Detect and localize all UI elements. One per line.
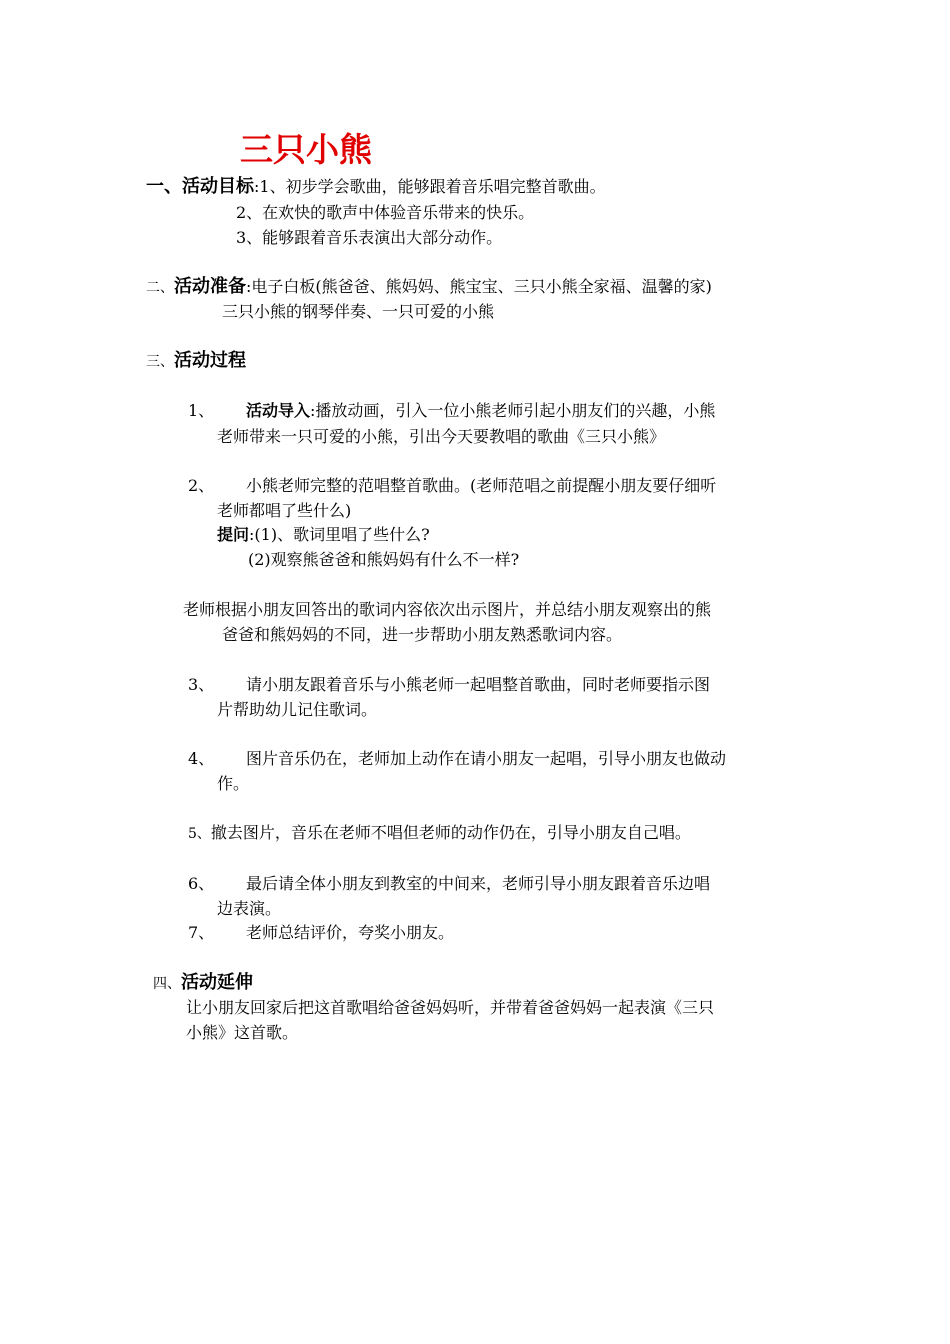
step-5-number: 5、: [188, 826, 211, 842]
extension-text-b: 小熊》这首歌。: [186, 1023, 299, 1042]
goal-3: 3、能够跟着音乐表演出大部分动作。: [236, 228, 503, 247]
section-goals-line1: [146, 176, 606, 198]
step-1-number: 1、: [188, 401, 215, 420]
section-goals-heading: 活动目标: [182, 176, 254, 197]
section-process-heading: 活动过程: [174, 350, 246, 371]
step-2-text-a: 小熊老师完整的范唱整首歌曲。(老师范唱之前提醒小朋友要仔细听: [246, 476, 717, 495]
summary-paragraph-b: 爸爸和熊妈妈的不同，进一步帮助小朋友熟悉歌词内容。: [222, 625, 623, 644]
step-3-text-b: 片帮助幼儿记住歌词。: [217, 700, 378, 719]
step-5-line: [188, 822, 691, 845]
section-process-heading-line: [146, 350, 246, 373]
step-2-question-1-line: [217, 524, 430, 546]
section-prep-prefix: 二、: [146, 280, 174, 296]
section-goals-prefix: 一、: [146, 176, 182, 197]
question-1: :(1)、歌词里唱了些什么?: [249, 525, 430, 544]
step-1-line1: [246, 400, 715, 422]
step-7-text: 老师总结评价，夸奖小朋友。: [246, 923, 455, 942]
section-extension-prefix: 四、: [153, 976, 181, 992]
step-1-text-b: 老师带来一只可爱的小熊，引出今天要教唱的歌曲《三只小熊》: [217, 427, 666, 446]
section-process-prefix: 三、: [146, 354, 174, 370]
step-6-text-a: 最后请全体小朋友到教室的中间来，老师引导小朋友跟着音乐边唱: [246, 874, 711, 893]
step-1-text-a: :播放动画，引入一位小熊老师引起小朋友们的兴趣，小熊: [310, 401, 716, 420]
extension-text-a: 让小朋友回家后把这首歌唱给爸爸妈妈听，并带着爸爸妈妈一起表演《三只: [186, 998, 715, 1017]
step-2-number: 2、: [188, 476, 215, 495]
step-4-text-b: 作。: [217, 774, 250, 793]
prep-materials-2: 三只小熊的钢琴伴奏、一只可爱的小熊: [222, 302, 495, 321]
step-6-number: 6、: [188, 874, 215, 893]
step-4-number: 4、: [188, 749, 215, 768]
summary-paragraph-a: 老师根据小朋友回答出的歌词内容依次出示图片，并总结小朋友观察出的熊: [183, 600, 712, 619]
step-3-text-a: 请小朋友跟着音乐与小熊老师一起唱整首歌曲，同时老师要指示图: [246, 675, 711, 694]
step-5-text: 撤去图片，音乐在老师不唱但老师的动作仍在，引导小朋友自己唱。: [210, 823, 691, 842]
step-1-label: 活动导入: [246, 401, 311, 420]
question-label: 提问: [217, 525, 250, 544]
section-extension-heading: 活动延伸: [181, 972, 253, 993]
document-title: 三只小熊: [240, 130, 372, 169]
section-prep-heading: 活动准备: [174, 276, 246, 297]
goal-2: 2、在欢快的歌声中体验音乐带来的快乐。: [236, 203, 535, 222]
question-2: (2)观察熊爸爸和熊妈妈有什么不一样?: [248, 550, 520, 569]
section-prep-line1: [146, 276, 712, 299]
section-goals-colon: :: [254, 177, 260, 196]
goal-1: 1、初步学会歌曲，能够跟着音乐唱完整首歌曲。: [259, 177, 606, 196]
step-3-number: 3、: [188, 675, 215, 694]
step-6-text-b: 边表演。: [217, 899, 282, 918]
step-7-number: 7、: [188, 923, 215, 942]
section-extension-heading-line: [153, 972, 253, 995]
step-4-text-a: 图片音乐仍在，老师加上动作在请小朋友一起唱，引导小朋友也做动: [246, 749, 727, 768]
step-2-text-b: 老师都唱了些什么): [217, 501, 352, 520]
prep-materials-1: :电子白板(熊爸爸、熊妈妈、熊宝宝、三只小熊全家福、温馨的家): [246, 277, 712, 296]
